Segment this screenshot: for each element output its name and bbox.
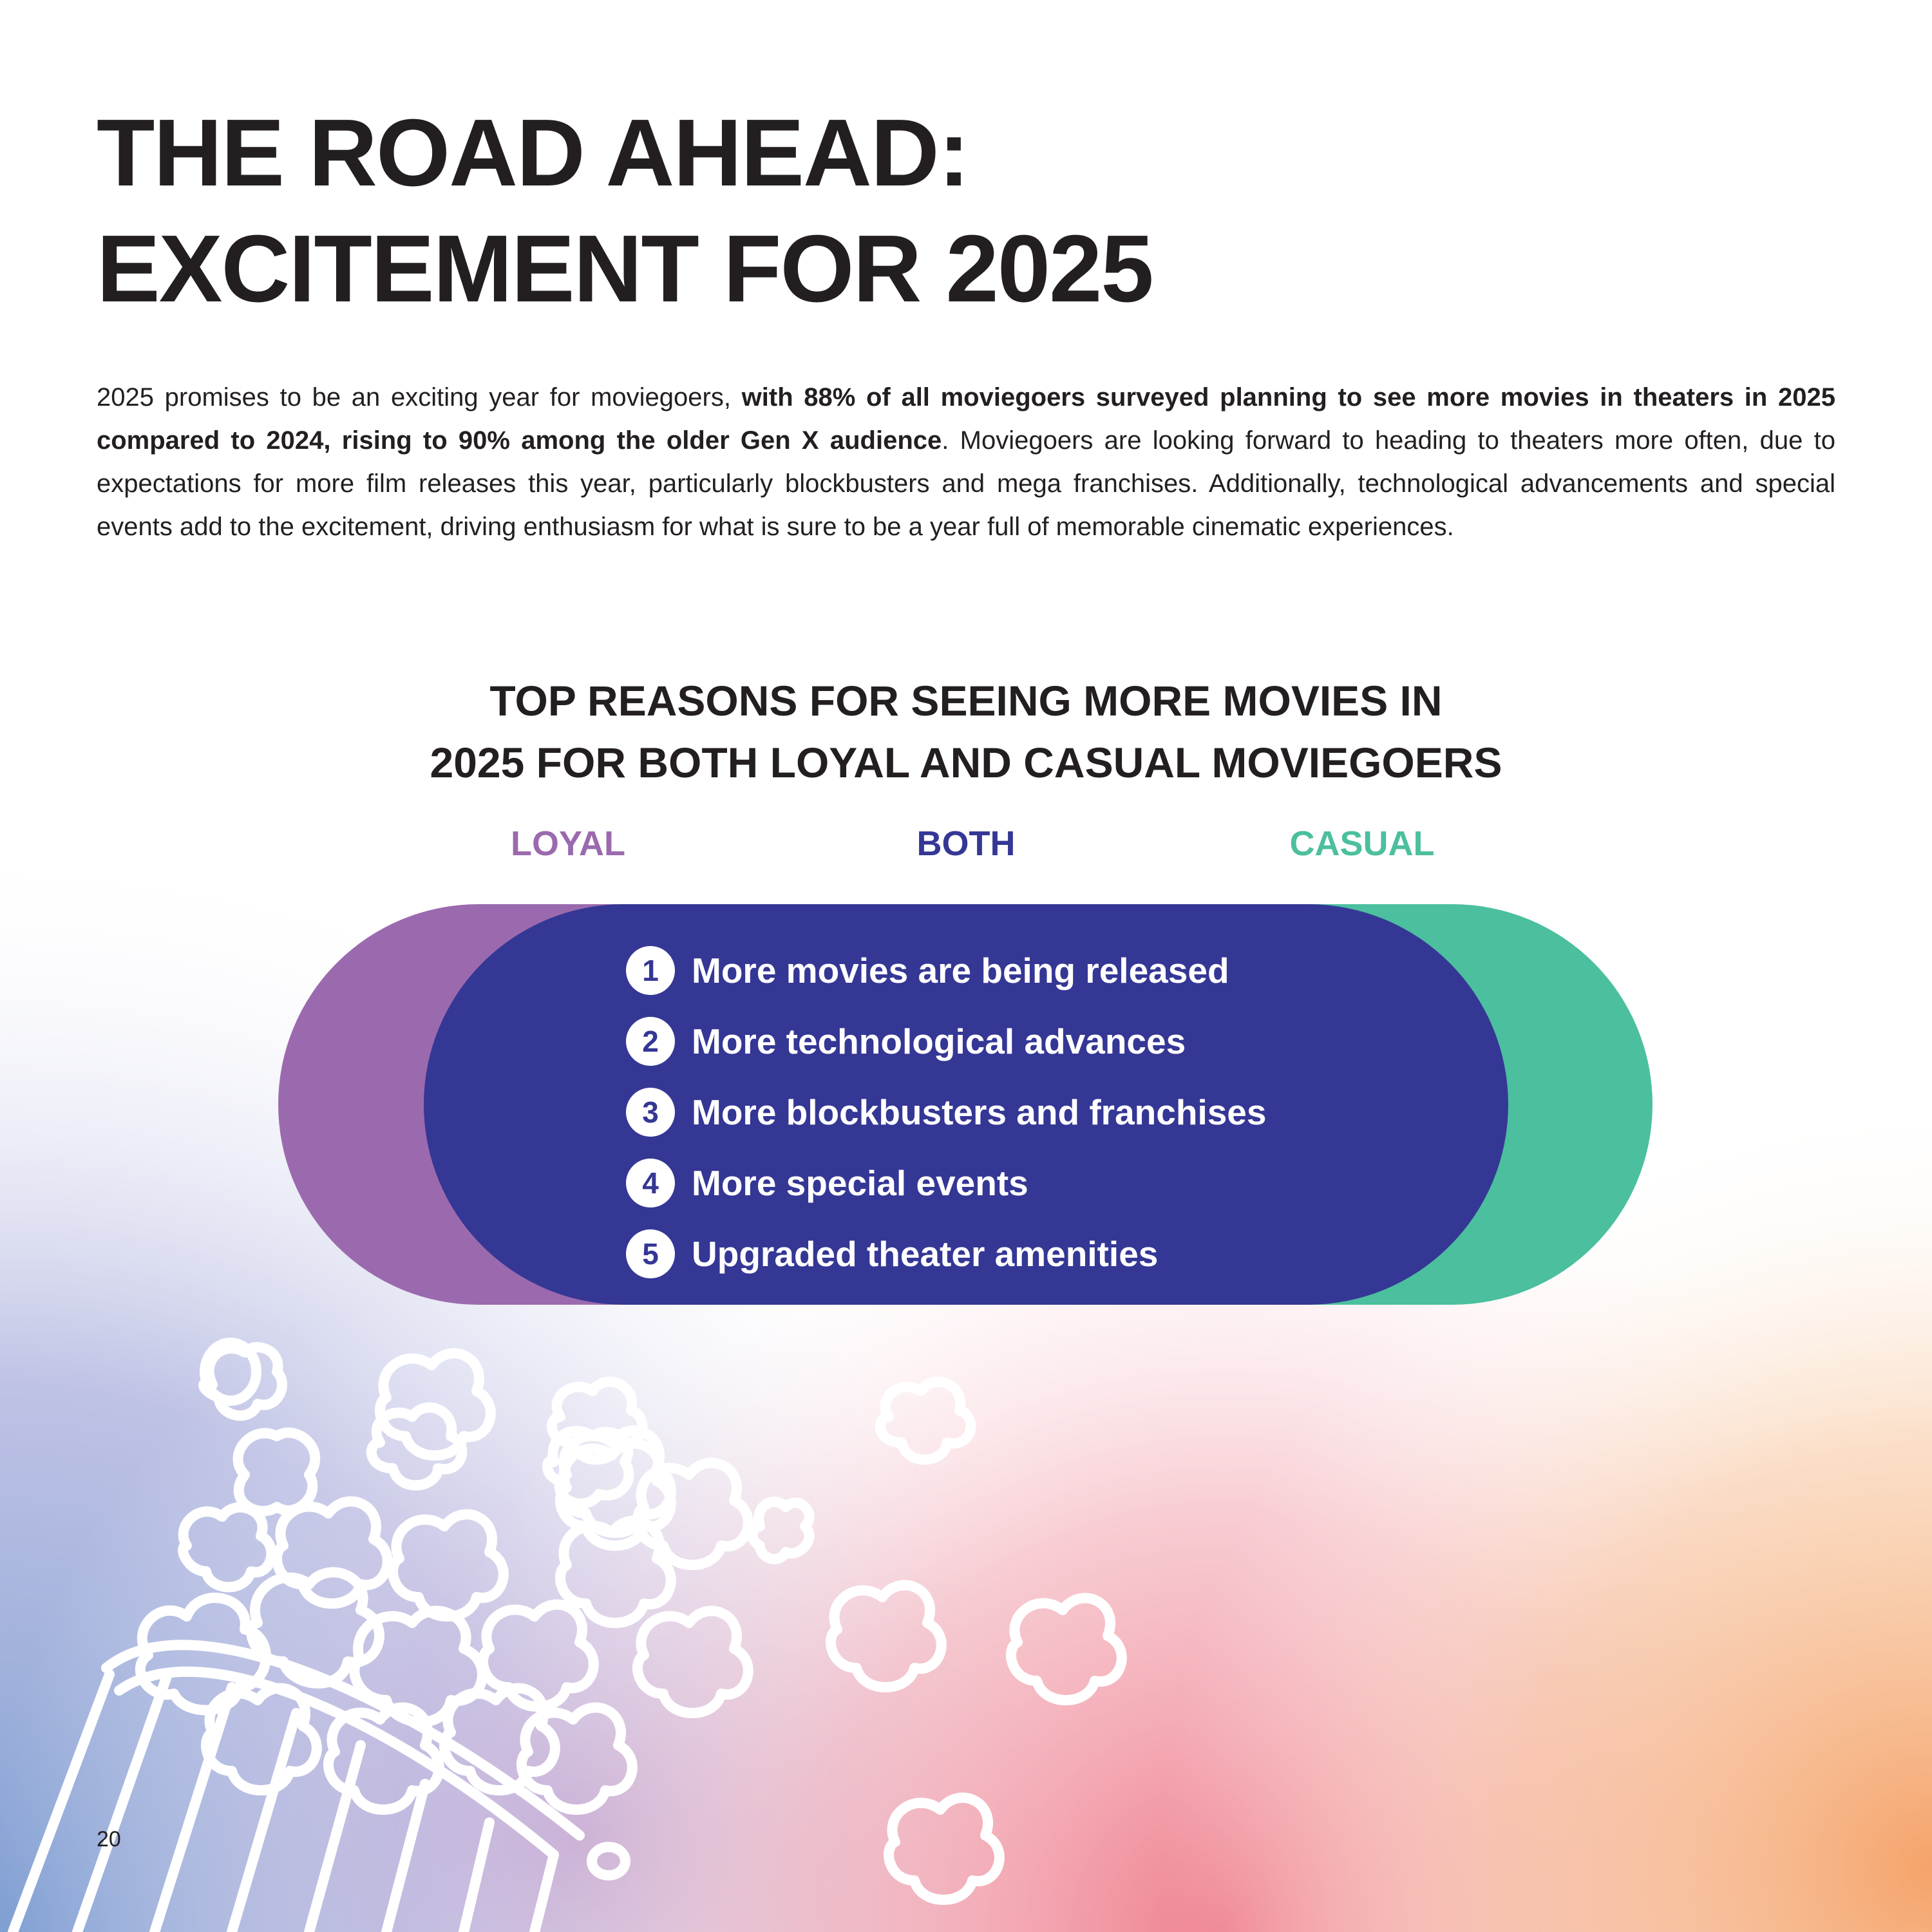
page-title (97, 95, 1835, 327)
intro-text-end: . Moviegoers are looking forward to heading to theaters more often, due to expectations for more film releases this year, particularly blockbusters and mega franchises. Additionally, technological advancements and special events add to the excitement, driving enthusiasm for what is sure to be a year full of memorable cinematic experiences. (97, 426, 1835, 541)
intro-text-highlight: with 88% of all moviegoers surveyed planning to see more movies in theaters in 2025 compared to 2024, rising to 90% among the older Gen X audience (97, 383, 1836, 455)
reason-item (626, 1218, 1267, 1289)
reason-text: More movies are being released (692, 951, 1229, 990)
reason-number-badge: 4 (626, 1159, 675, 1208)
diagram-heading-line-1: TOP REASONS FOR SEEING MORE MOVIES IN (489, 677, 1443, 724)
page-title-line-1: THE ROAD AHEAD: (97, 100, 969, 206)
label-casual: CASUAL (1289, 824, 1435, 863)
page-number: 20 (97, 1827, 121, 1852)
reason-number-badge: 3 (626, 1088, 675, 1137)
reason-text: Upgraded theater amenities (692, 1234, 1159, 1274)
page-title-line-2: EXCITEMENT FOR 2025 (97, 216, 1153, 322)
intro-paragraph (97, 376, 1835, 549)
reason-number-badge: 1 (626, 946, 675, 995)
reason-number-badge: 5 (626, 1229, 675, 1278)
reason-number-badge: 2 (626, 1017, 675, 1066)
label-both: BOTH (916, 824, 1016, 863)
reason-item (626, 1006, 1267, 1077)
diagram-heading (0, 670, 1932, 793)
reason-text: More special events (692, 1163, 1028, 1203)
diagram-heading-line-2: 2025 FOR BOTH LOYAL AND CASUAL MOVIEGOERS (430, 739, 1502, 786)
intro-text-start: 2025 promises to be an exciting year for moviegoers, (97, 383, 742, 412)
reason-text: More technological advances (692, 1021, 1186, 1061)
reason-text: More blockbusters and franchises (692, 1092, 1267, 1132)
reason-item (626, 935, 1267, 1006)
label-loyal: LOYAL (510, 824, 626, 863)
reasons-list (626, 935, 1267, 1289)
reason-item (626, 1148, 1267, 1218)
reason-item (626, 1077, 1267, 1148)
